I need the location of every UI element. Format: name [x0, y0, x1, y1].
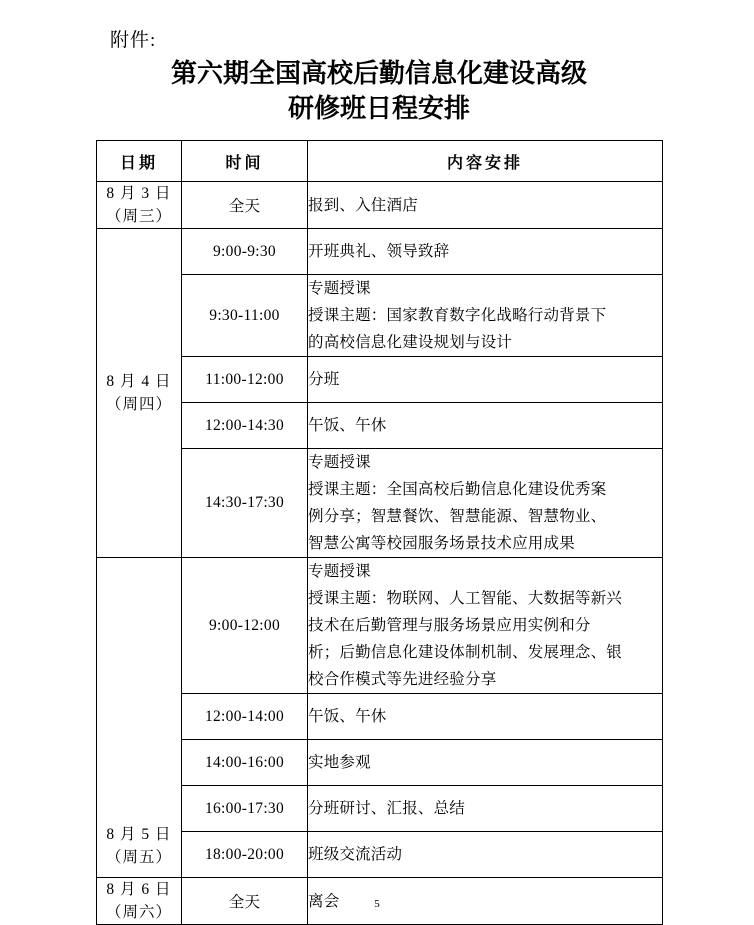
- content-line: 午饭、午休: [308, 708, 387, 725]
- date-line-1: 8 月 6 日: [106, 881, 172, 898]
- content-line: 智慧公寓等校园服务场景技术应用成果: [308, 535, 575, 552]
- content-line: 分班: [308, 371, 340, 388]
- time-cell: 18:00-20:00: [182, 832, 308, 878]
- table-row: [97, 694, 663, 740]
- table-row: [97, 275, 663, 357]
- time-cell: 9:30-11:00: [182, 275, 308, 357]
- content-line: 实地参观: [308, 754, 371, 771]
- content-line: 授课主题：全国高校后勤信息化建设优秀案: [308, 481, 607, 498]
- date-line-2: （周四）: [105, 396, 172, 413]
- content-line: 的高校信息化建设规划与设计: [308, 334, 513, 351]
- date-line-1: 8 月 5 日: [106, 826, 172, 843]
- table-row: [97, 229, 663, 275]
- page-title: [97, 56, 661, 126]
- date-cell: [97, 182, 182, 229]
- table-header-row: [97, 141, 663, 182]
- page-number: 5: [374, 898, 380, 910]
- content-cell: [308, 786, 663, 832]
- time-cell: 12:00-14:00: [182, 694, 308, 740]
- page-title-line-2: 研修班日程安排: [287, 94, 470, 123]
- content-line: 技术在后勤管理与服务场景应用实例和分: [308, 617, 591, 634]
- date-line-1: 8 月 4 日: [106, 373, 172, 390]
- content-cell: [308, 357, 663, 403]
- attachment-label: 附件:: [110, 30, 157, 51]
- content-cell: [308, 275, 663, 357]
- content-line: 离会: [308, 892, 340, 910]
- content-line: 专题授课: [308, 563, 371, 580]
- schedule-table: [96, 140, 663, 925]
- content-line: 班级交流活动: [308, 846, 403, 863]
- date-line-1: 8 月 3 日: [106, 185, 172, 202]
- content-line: 开班典礼、领导致辞: [308, 243, 450, 260]
- schedule-table-body: [97, 182, 663, 925]
- time-cell: 11:00-12:00: [182, 357, 308, 403]
- date-line-2: （周六）: [105, 904, 172, 921]
- column-header-content: 内容安排: [308, 141, 663, 182]
- content-cell: [308, 832, 663, 878]
- content-line: 例分享；智慧餐饮、智慧能源、智慧物业、: [308, 508, 607, 525]
- time-cell: 9:00-9:30: [182, 229, 308, 275]
- table-row: [97, 740, 663, 786]
- content-line: 分班研讨、汇报、总结: [308, 800, 466, 817]
- table-row: [97, 786, 663, 832]
- table-row: [97, 832, 663, 878]
- content-cell: [308, 449, 663, 558]
- content-cell: [308, 229, 663, 275]
- time-cell: 14:00-16:00: [182, 740, 308, 786]
- schedule-table-head: [97, 141, 663, 182]
- time-cell: 16:00-17:30: [182, 786, 308, 832]
- content-line: 专题授课: [308, 454, 371, 471]
- date-line-2: （周三）: [105, 208, 172, 225]
- schedule-table-wrapper: [96, 140, 662, 925]
- time-cell: 14:30-17:30: [182, 449, 308, 558]
- content-line: 析；后勤信息化建设体制机制、发展理念、银: [308, 644, 623, 661]
- column-header-time: 时间: [182, 141, 308, 182]
- date-cell: [97, 558, 182, 878]
- page-title-line-1: 第六期全国高校后勤信息化建设高级: [170, 59, 587, 88]
- table-row: [97, 403, 663, 449]
- date-cell: [97, 229, 182, 558]
- content-cell: [308, 694, 663, 740]
- content-line: 午饭、午休: [308, 417, 387, 434]
- time-cell: 全天: [182, 182, 308, 229]
- date-line-2: （周五）: [105, 849, 172, 866]
- table-row: [97, 558, 663, 694]
- column-header-date: 日期: [97, 141, 182, 182]
- content-line: 专题授课: [308, 280, 371, 297]
- content-cell: [308, 558, 663, 694]
- time-cell: 9:00-12:00: [182, 558, 308, 694]
- content-line: 报到、入住酒店: [308, 196, 418, 214]
- table-row: [97, 449, 663, 558]
- content-line: 校合作模式等先进经验分享: [308, 671, 497, 688]
- time-cell: 全天: [182, 878, 308, 925]
- content-cell: [308, 740, 663, 786]
- content-cell: [308, 403, 663, 449]
- content-line: 授课主题：物联网、人工智能、大数据等新兴: [308, 590, 623, 607]
- time-cell: 12:00-14:30: [182, 403, 308, 449]
- content-cell: [308, 182, 663, 229]
- table-row: [97, 182, 663, 229]
- content-line: 授课主题：国家教育数字化战略行动背景下: [308, 307, 607, 324]
- table-row: [97, 357, 663, 403]
